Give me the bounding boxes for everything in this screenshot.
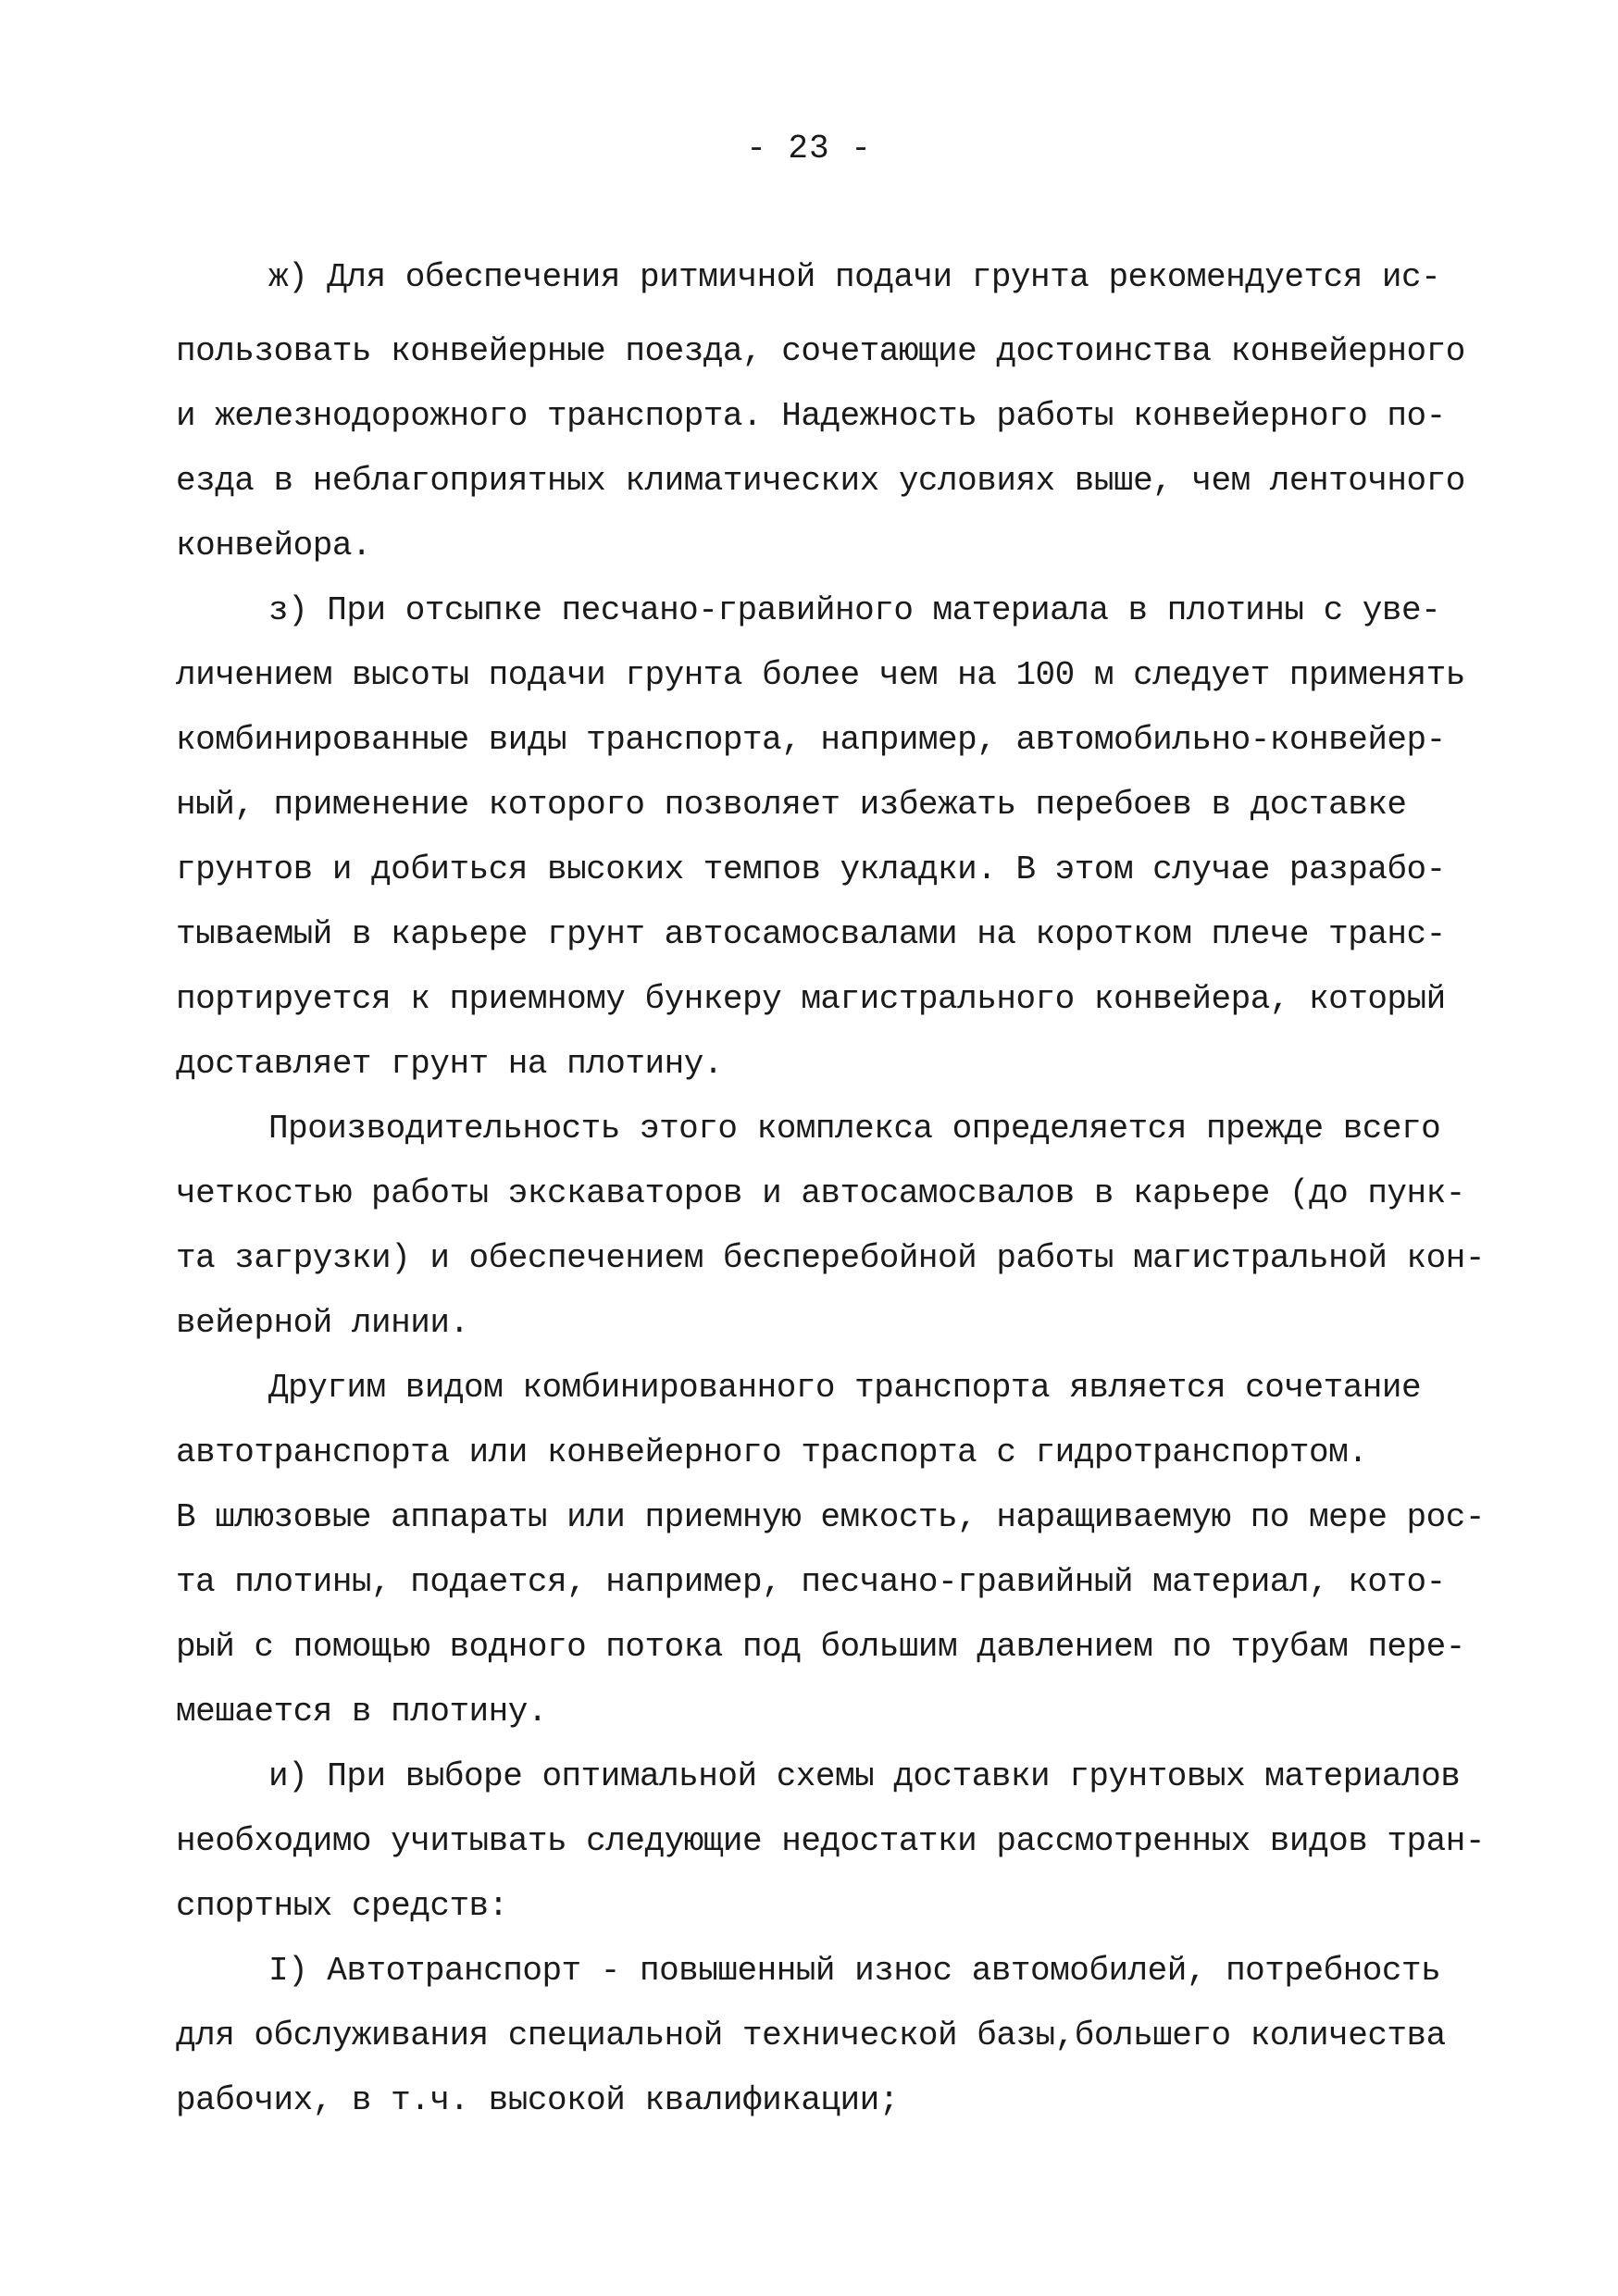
text-line-3: и железнодорожного транспорта. Надежность работы конвейерного по- xyxy=(176,397,1446,435)
text-line-11: тываемый в карьере грунт автосамосвалами на коротком плече транс- xyxy=(176,915,1446,953)
text-line-26: спортных средств: xyxy=(176,1887,508,1925)
text-line-13: доставляет грунт на плотину. xyxy=(176,1045,723,1083)
text-line-25: необходимо учитывать следующие недостатки рассмотренных видов тран- xyxy=(176,1822,1485,1860)
text-line-18: Другим видом комбинированного транспорта является сочетание xyxy=(268,1369,1422,1407)
text-line-28: для обслуживания специальной технической базы,большего количества xyxy=(176,2017,1446,2054)
text-line-22: рый с помощью водного потока под большим давлением по трубам пере- xyxy=(176,1628,1465,1666)
text-line-15: четкостью работы экскаваторов и автосамосвалов в карьере (до пунк- xyxy=(176,1174,1465,1212)
text-line-19: автотранспорта или конвейерного траспорта с гидротранспортом. xyxy=(176,1433,1368,1471)
text-line-24: и) При выборе оптимальной схемы доставки грунтовых материалов xyxy=(268,1757,1461,1795)
text-line-17: вейерной линии. xyxy=(176,1304,469,1342)
text-line-16: та загрузки) и обеспечением бесперебойной работы магистральной кон- xyxy=(176,1239,1485,1277)
text-line-1: ж) Для обеспечения ритмичной подачи грунта рекомендуется ис- xyxy=(268,258,1441,296)
text-line-21: та плотины, подается, например, песчано-гравийный материал, кото- xyxy=(176,1563,1446,1601)
text-line-6: з) При отсыпке песчано-гравийного материала в плотины с уве- xyxy=(268,591,1441,629)
page-number: - 23 - xyxy=(746,130,872,168)
text-line-10: грунтов и добиться высоких темпов укладки. В этом случае разрабо- xyxy=(176,850,1446,888)
text-line-5: конвейора. xyxy=(176,527,372,565)
text-line-14: Производительность этого комплекса определяется прежде всего xyxy=(268,1110,1441,1148)
text-line-9: ный, применение которого позволяет избежать перебоев в доставке xyxy=(176,786,1407,824)
text-line-2: пользовать конвейерные поезда, сочетающие достоинства конвейерного xyxy=(176,332,1465,370)
text-line-7: личением высоты подачи грунта более чем на 100 м следует применять xyxy=(176,656,1465,694)
text-line-23: мешается в плотину. xyxy=(176,1693,547,1731)
text-line-20: В шлюзовые аппараты или приемную емкость, наращиваемую по мере рос- xyxy=(176,1498,1485,1536)
text-line-12: портируется к приемному бункеру магистрального конвейера, который xyxy=(176,980,1446,1018)
text-line-27: I) Автотранспорт - повышенный износ автомобилей, потребность xyxy=(268,1952,1441,1990)
text-line-8: комбинированные виды транспорта, например, автомобильно-конвейер- xyxy=(176,721,1446,759)
text-line-29: рабочих, в т.ч. высокой квалификации; xyxy=(176,2081,899,2119)
text-line-4: езда в неблагоприятных климатических условиях выше, чем ленточного xyxy=(176,462,1465,500)
